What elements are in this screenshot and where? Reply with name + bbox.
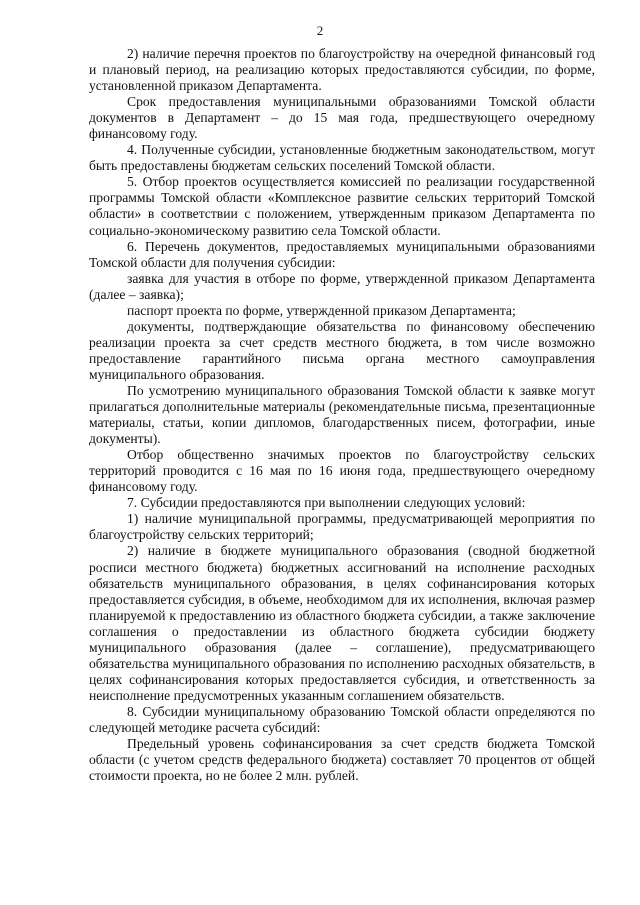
paragraph: паспорт проекта по форме, утвержденной приказом Департамента; [127,302,516,318]
paragraph: 7. Субсидии предоставляются при выполнении следующих условий: [127,495,526,511]
paragraph: 5. Отбор проектов осуществляется комиссией по реализации государственной программы Томской области «Комплексное развитие сельских территорий Томской области» в соответствии с положением, утвержденным приказом Департамента по социально-экономическому развитию села Томской области. [89,174,595,238]
page-number: 2 [316,23,324,38]
paragraph: 8. Субсидии муниципальному образованию Томской области определяются по следующей методике расчета субсидий: [89,703,595,735]
paragraph: Срок предоставления муниципальными образованиями Томской области документов в Департамент – до 15 мая года, предшествующего очередному финансовому году. [89,94,595,142]
paragraph: По усмотрению муниципального образования Томской области к заявке могут прилагаться дополнительные материалы (рекомендательные письма, презентационные материалы, статьи, копии дипломов, благодарственных писем, фотографии, иные документы). [89,382,595,447]
paragraph: 4. Полученные субсидии, установленные бюджетным законодательством, могут быть предоставлены бюджетам сельских поселений Томской области. [89,142,595,174]
document-body [89,46,595,784]
paragraph: 6. Перечень документов, предоставляемых муниципальными образованиями Томской области для получения субсидии: [89,238,595,270]
paragraph: 1) наличие муниципальной программы, предусматривающей мероприятия по благоустройству сельских территорий; [89,511,595,543]
paragraph: заявка для участия в отборе по форме, утвержденной приказом Департамента (далее – заявка); [89,270,595,302]
paragraph: 2) наличие перечня проектов по благоустройству на очередной финансовый год и плановый период, на реализацию которых предоставляются субсидии, по форме, установленной приказом Департамента. [89,46,595,94]
paragraph: Предельный уровень софинансирования за счет средств бюджета Томской области (с учетом средств федерального бюджета) составляет 70 процентов от общей стоимости проекта, но не более 2 млн. рублей. [89,736,595,784]
paragraph: документы, подтверждающие обязательства по финансовому обеспечению реализации проекта за счет средств местного бюджета, в том числе возможно предоставление гарантийного письма органа местного самоуправления муниципального образования. [89,318,595,382]
paragraph: 2) наличие в бюджете муниципального образования (сводной бюджетной росписи местного бюджета) бюджетных ассигнований на исполнение расходных обязательств муниципального образования, в целях софинансирования которых предоставляется субсидия, в объеме, необходимом для их исполнения, включая размер планируемой к предоставлению из областного бюджета субсидии, а также заключение соглашения о предоставлении из областного бюджета субсидии бюджету муниципального образования (далее – соглашение), предусматривающего обязательства муниципального образования по исполнению расходных обязательств, в целях софинансирования которых предоставляется субсидия, и ответственность за неисполнение предусмотренных указанным соглашением обязательств. [89,543,595,703]
paragraph: Отбор общественно значимых проектов по благоустройству сельских территорий проводится с 16 мая по 16 июня года, предшествующего очередному финансовому году. [89,447,595,495]
